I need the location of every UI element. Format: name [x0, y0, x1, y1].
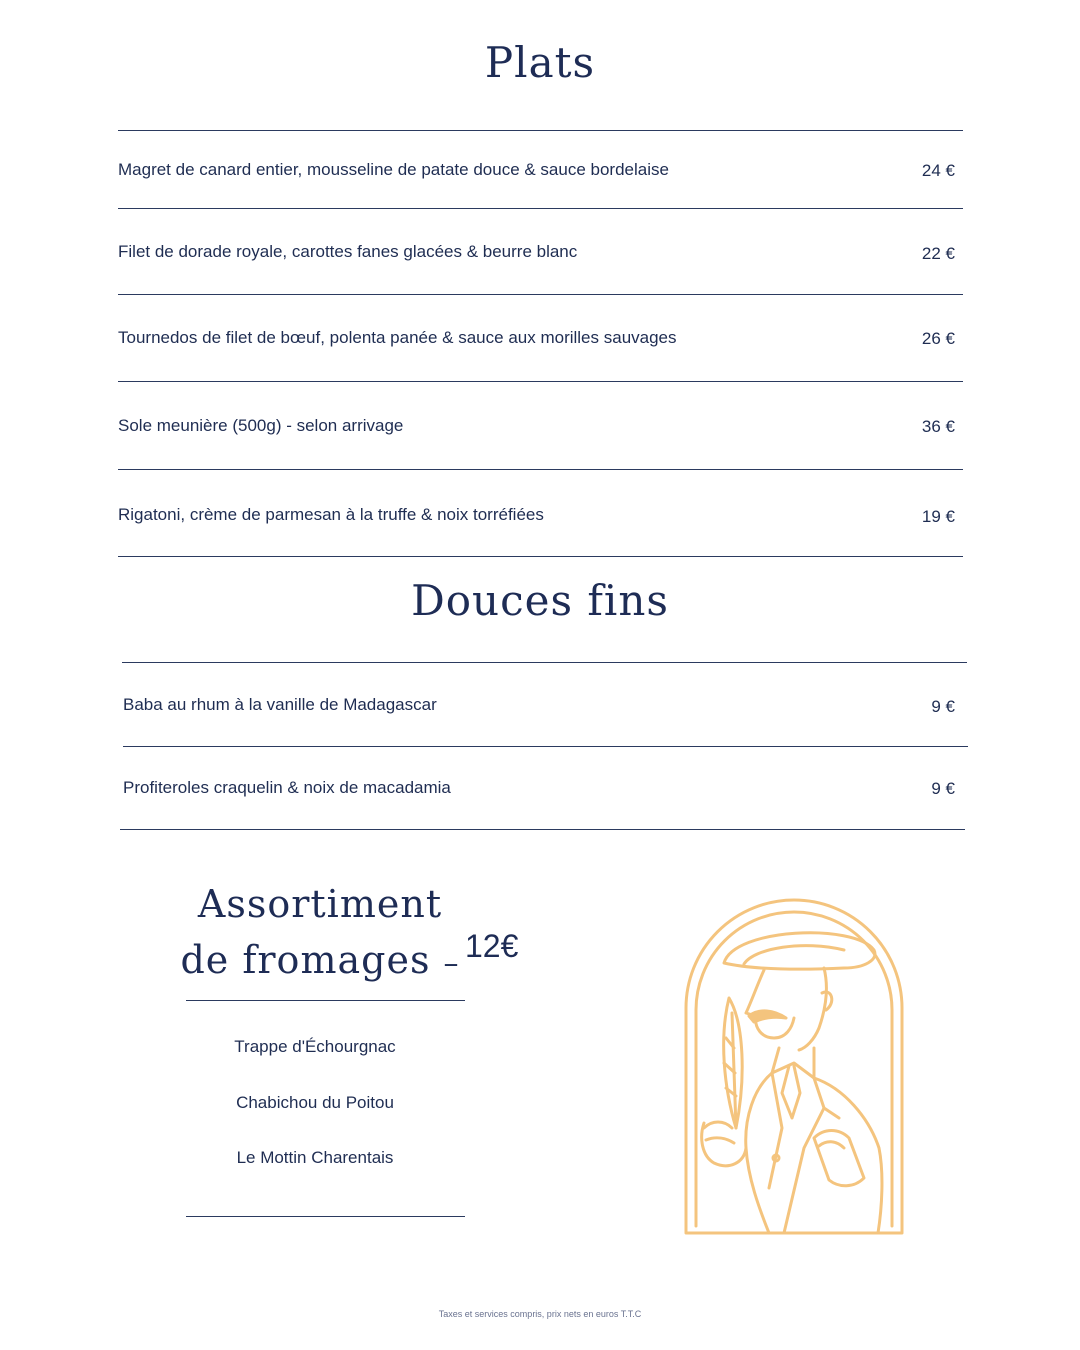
divider: [118, 294, 963, 295]
desserts-title: Douces fins: [411, 576, 669, 625]
divider: [122, 662, 967, 663]
dish-name: Tournedos de filet de bœuf, polenta panée & sauce aux morilles sauvages: [118, 328, 677, 347]
divider: [118, 208, 963, 209]
divider: [120, 829, 965, 830]
divider: [118, 130, 963, 131]
dessert-name: Baba au rhum à la vanille de Madagascar: [123, 695, 437, 714]
cheese-title: [150, 876, 490, 992]
cheese-item: Chabichou du Poitou: [236, 1093, 394, 1112]
plats-title: Plats: [484, 38, 596, 87]
dessert-name: Profiteroles craquelin & noix de macadamia: [123, 778, 451, 797]
divider: [118, 381, 963, 382]
dish-price: 26 €: [921, 329, 955, 348]
dessert-price: 9 €: [931, 697, 955, 716]
dish-price: 22 €: [921, 244, 955, 263]
divider: [123, 746, 968, 747]
dish-name: Filet de dorade royale, carottes fanes glacées & beurre blanc: [118, 242, 578, 261]
divider: [118, 556, 963, 557]
cheese-title-line2-text: de fromages: [180, 938, 431, 982]
cheese-title-line1: Assortiment: [197, 882, 443, 926]
divider: [186, 1216, 465, 1217]
gentleman-with-quill-icon: [674, 888, 914, 1238]
divider: [186, 1000, 465, 1001]
dish-name: Magret de canard entier, mousseline de patate douce & sauce bordelaise: [118, 160, 669, 179]
cheese-price: 12€: [465, 928, 519, 964]
divider: [118, 469, 963, 470]
dessert-price: 9 €: [931, 779, 955, 798]
cheese-title-dash: –: [443, 946, 460, 981]
dish-price: 19 €: [921, 507, 955, 526]
dish-name: Sole meunière (500g) - selon arrivage: [118, 416, 404, 435]
dish-price: 36 €: [921, 417, 955, 436]
cheese-title-line2: [150, 932, 490, 992]
cheese-item: Trappe d'Échourgnac: [234, 1037, 396, 1056]
dish-price: 24 €: [921, 161, 955, 180]
footer-note: Taxes et services compris, prix nets en euros T.T.C: [438, 1309, 642, 1319]
dish-name: Rigatoni, crème de parmesan à la truffe & noix torréfiées: [118, 505, 544, 524]
cheese-item: Le Mottin Charentais: [236, 1148, 394, 1167]
